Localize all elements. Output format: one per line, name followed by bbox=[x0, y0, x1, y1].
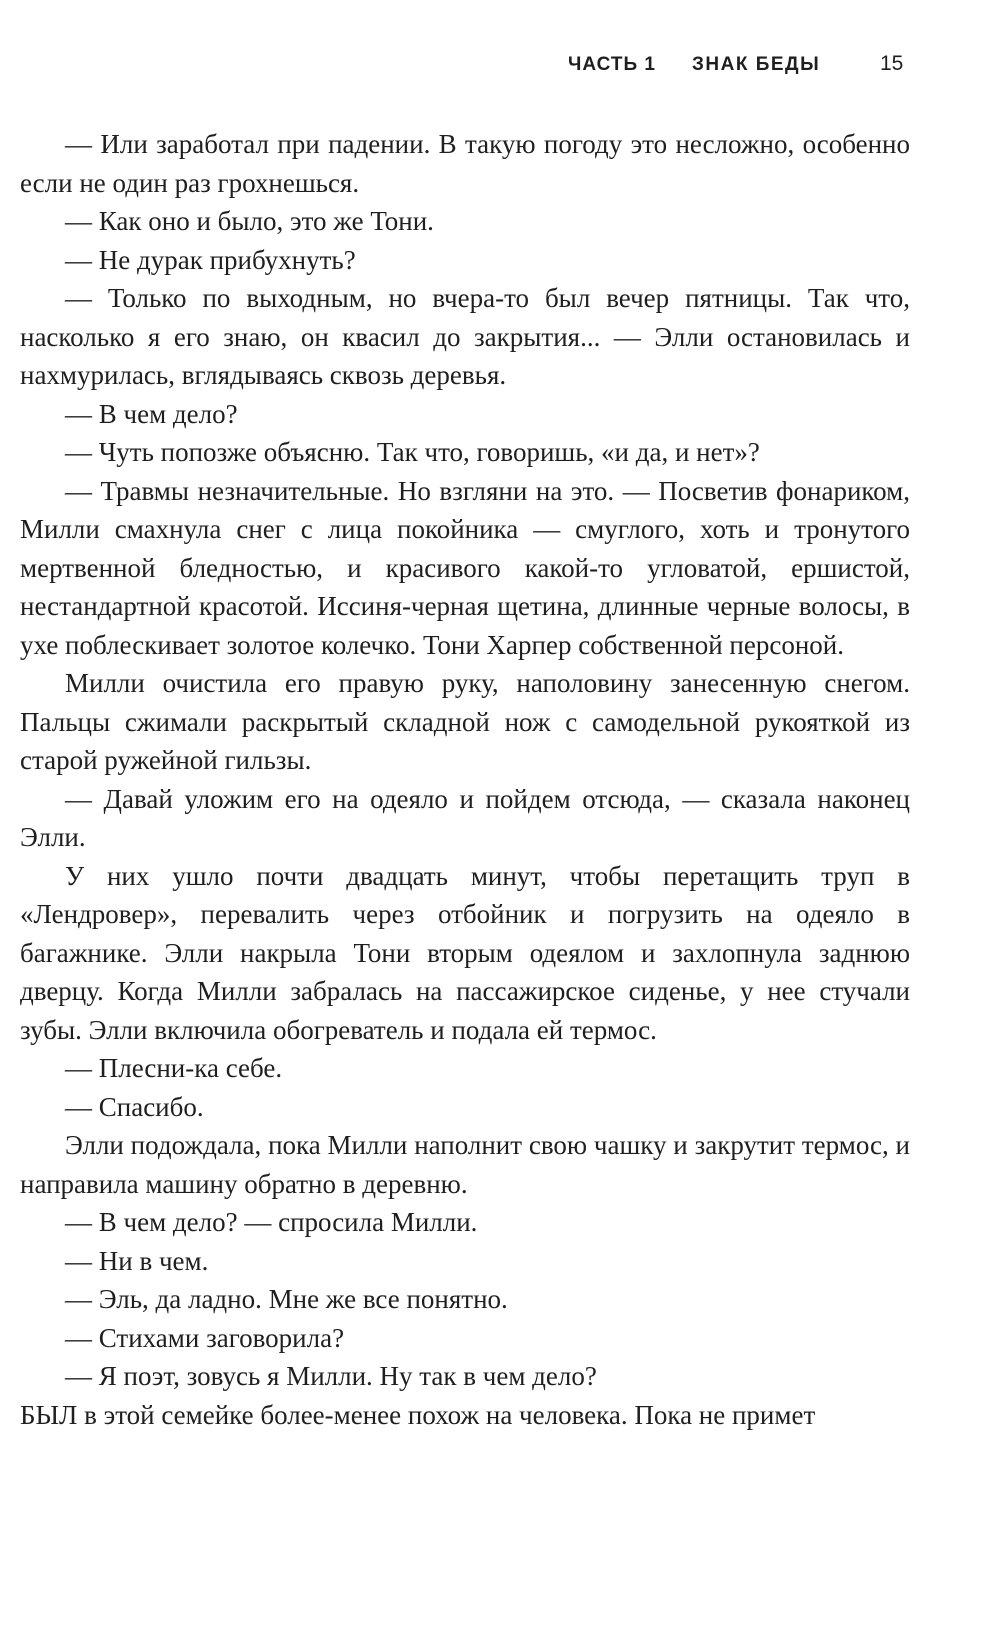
paragraph: Элли подождала, пока Милли наполнит свою чашку и закрутит термос, и направила машину обратно в деревню. bbox=[20, 1130, 910, 1199]
continuation-line: БЫЛ в этой семейке более-менее похож на человека. Пока не примет bbox=[20, 1399, 816, 1430]
paragraph: — Эль, да ладно. Мне же все понятно. bbox=[65, 1284, 508, 1314]
paragraph: — Только по выходным, но вчера-то был вечер пятницы. Так что, насколько я его знаю, он квасил до закрытия... — Элли остановилась и нахмурилась, вглядываясь сквозь деревья. bbox=[20, 283, 910, 390]
page-number: 15 bbox=[880, 52, 904, 75]
paragraph: — В чем дело? — спросила Милли. bbox=[65, 1207, 478, 1237]
paragraph: — Как оно и было, это же Тони. bbox=[65, 206, 434, 236]
paragraph: — Спасибо. bbox=[65, 1091, 204, 1122]
chapter-title: ЗНАК БЕДЫ bbox=[692, 54, 821, 75]
paragraph: Милли очистила его правую руку, наполовину занесенную снегом. Пальцы сжимали раскрытый складной нож с самодельной рукояткой из старой ружейной гильзы. bbox=[20, 668, 910, 775]
running-header bbox=[0, 48, 906, 84]
paragraph: — Ни в чем. bbox=[65, 1245, 209, 1276]
paragraph: — Стихами заговорила? bbox=[65, 1322, 345, 1353]
paragraph: У них ушло почти двадцать минут, чтобы перетащить труп в «Лендровер», перевалить через отбойник и погрузить на одеяло в багажнике. Элли накрыла Тони вторым одеялом и захлопнула заднюю дверцу. Когда Милли забралась на пассажирское сиденье, у нее стучали зубы. Элли включила обогреватель и подала ей термос. bbox=[20, 860, 910, 1045]
paragraph: — Или заработал при падении. В такую погоду это несложно, особенно если не один раз грохнешься. bbox=[20, 129, 910, 198]
paragraph: — Давай уложим его на одеяло и пойдем отсюда, — сказала наконец Элли. bbox=[20, 783, 910, 852]
body-text bbox=[20, 125, 910, 1434]
paragraph: — Не дурак прибухнуть? bbox=[65, 244, 356, 275]
paragraph: — Травмы незначительные. Но взгляни на это. — Посветив фонариком, Милли смахнула снег с лица покойника — смуглого, хоть и тронутого мертвенной бледностью, и красивого какой-то угловатой, ершистой, нестандартной красотой. Иссиня-черная щетина, длинные черные волосы, в ухе поблескивает золотое колечко. Тони Харпер собственной персоной. bbox=[20, 475, 910, 660]
paragraph: — Чуть попозже объясню. Так что, говоришь, «и да, и нет»? bbox=[65, 437, 760, 467]
paragraph: — Плесни-ка себе. bbox=[65, 1053, 283, 1083]
part-label: ЧАСТЬ 1 bbox=[568, 54, 656, 75]
paragraph: — В чем дело? bbox=[65, 398, 238, 429]
paragraph: — Я поэт, зовусь я Милли. Ну так в чем дело? bbox=[65, 1361, 597, 1391]
